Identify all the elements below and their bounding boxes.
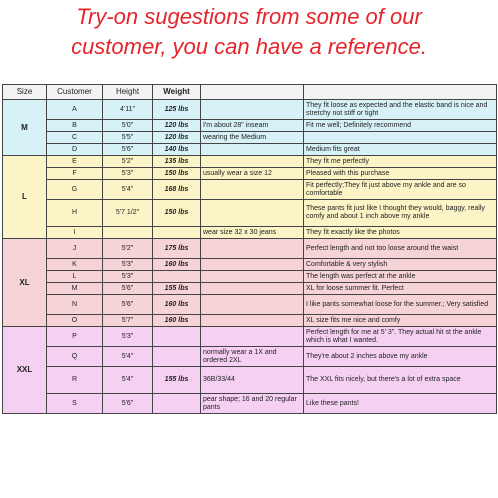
weight-cell <box>153 327 201 347</box>
comment-cell: Perfect length for me at 5' 3". They actual hit st the ankle which is what I wanted. <box>304 327 497 347</box>
customer-cell: K <box>47 259 103 271</box>
comment-cell: Fit perfectly;They fit just above my ankle and are so comfortable <box>304 180 497 200</box>
header-customer: Customer <box>47 85 103 100</box>
note-cell <box>201 295 304 315</box>
customer-cell: Q <box>47 347 103 367</box>
size-chart-table <box>2 84 497 414</box>
note-cell <box>201 283 304 295</box>
height-cell: 5'3" <box>103 271 153 283</box>
customer-cell: H <box>47 200 103 227</box>
note-cell <box>201 315 304 327</box>
height-cell: 5'0" <box>103 120 153 132</box>
customer-cell: B <box>47 120 103 132</box>
table-row <box>3 100 497 120</box>
comment-cell: The length was perfect at rhe ankle <box>304 271 497 283</box>
table-row <box>3 132 497 144</box>
comment-cell: They're about 2 inches above my ankle <box>304 347 497 367</box>
customer-cell: O <box>47 315 103 327</box>
table-row <box>3 271 497 283</box>
weight-cell: 150 lbs <box>153 200 201 227</box>
note-cell: normally wear a 1X and ordered 2XL <box>201 347 304 367</box>
table-row <box>3 283 497 295</box>
weight-cell: 140 lbs <box>153 144 201 156</box>
height-cell: 5'4" <box>103 367 153 394</box>
weight-cell: 160 lbs <box>153 315 201 327</box>
comment-cell: The XXL fits nicely, but there's a lot of extra space <box>304 367 497 394</box>
height-cell: 5'4" <box>103 180 153 200</box>
comment-cell: They fit loose as expected and the elastic band is nice and stretchy not stiff or tight <box>304 100 497 120</box>
weight-cell: 168 lbs <box>153 180 201 200</box>
header-comment <box>304 85 497 100</box>
customer-cell: R <box>47 367 103 394</box>
size-group-label: M <box>3 100 47 156</box>
height-cell: 5'6" <box>103 394 153 414</box>
weight-cell <box>153 227 201 239</box>
weight-cell <box>153 347 201 367</box>
height-cell: 5'6" <box>103 283 153 295</box>
note-cell <box>201 259 304 271</box>
note-cell <box>201 327 304 347</box>
height-cell: 5'7 1/2" <box>103 200 153 227</box>
comment-cell <box>304 132 497 144</box>
note-cell: 36B/33/44 <box>201 367 304 394</box>
height-cell: 5'3" <box>103 259 153 271</box>
comment-cell: Medium fits great <box>304 144 497 156</box>
customer-cell: C <box>47 132 103 144</box>
weight-cell: 135 lbs <box>153 156 201 168</box>
note-cell: wearing the Medium <box>201 132 304 144</box>
table-row <box>3 259 497 271</box>
customer-cell: G <box>47 180 103 200</box>
comment-cell: They fit exactly like the photos <box>304 227 497 239</box>
size-group-label: L <box>3 156 47 239</box>
note-cell <box>201 239 304 259</box>
height-cell <box>103 227 153 239</box>
note-cell <box>201 180 304 200</box>
weight-cell: 125 lbs <box>153 100 201 120</box>
note-cell <box>201 144 304 156</box>
weight-cell: 160 lbs <box>153 295 201 315</box>
height-cell: 5'6" <box>103 144 153 156</box>
weight-cell <box>153 271 201 283</box>
table-row <box>3 295 497 315</box>
note-cell <box>201 271 304 283</box>
table-row <box>3 156 497 168</box>
customer-cell: A <box>47 100 103 120</box>
comment-cell: Pleased with this purchase <box>304 168 497 180</box>
comment-cell: They fit me perfectly <box>304 156 497 168</box>
note-cell: pear shape; 16 and 20 regular pants <box>201 394 304 414</box>
comment-cell: I like pants somewhat loose for the summer.; Very satisfied <box>304 295 497 315</box>
weight-cell: 120 lbs <box>153 120 201 132</box>
customer-cell: S <box>47 394 103 414</box>
table-row <box>3 367 497 394</box>
customer-cell: D <box>47 144 103 156</box>
comment-cell: Fit me well; Definitely recommend <box>304 120 497 132</box>
table-row <box>3 227 497 239</box>
height-cell: 5'7" <box>103 315 153 327</box>
weight-cell: 160 lbs <box>153 259 201 271</box>
table-row <box>3 394 497 414</box>
customer-cell: M <box>47 283 103 295</box>
customer-cell: J <box>47 239 103 259</box>
height-cell: 5'5" <box>103 132 153 144</box>
height-cell: 5'4" <box>103 347 153 367</box>
table-header-row <box>3 85 497 100</box>
weight-cell: 175 lbs <box>153 239 201 259</box>
table-row <box>3 168 497 180</box>
height-cell: 5'3" <box>103 327 153 347</box>
size-group-label: XXL <box>3 327 47 414</box>
table-row <box>3 144 497 156</box>
table-row <box>3 347 497 367</box>
customer-cell: N <box>47 295 103 315</box>
comment-cell: XL for loose summer fit. Perfect <box>304 283 497 295</box>
weight-cell: 155 lbs <box>153 367 201 394</box>
header-height: Height <box>103 85 153 100</box>
table-row <box>3 327 497 347</box>
header-note <box>201 85 304 100</box>
comment-cell: Like these pants! <box>304 394 497 414</box>
weight-cell <box>153 394 201 414</box>
comment-cell: Perfect length and not too loose around the waist <box>304 239 497 259</box>
customer-cell: I <box>47 227 103 239</box>
note-cell <box>201 200 304 227</box>
note-cell: usually wear a size 12 <box>201 168 304 180</box>
header-weight: Weight <box>153 85 201 100</box>
headline-line-2: customer, you can have a reference. <box>71 34 427 59</box>
header-size: Size <box>3 85 47 100</box>
table-row <box>3 180 497 200</box>
table-row <box>3 200 497 227</box>
customer-cell: E <box>47 156 103 168</box>
weight-cell: 150 lbs <box>153 168 201 180</box>
customer-cell: L <box>47 271 103 283</box>
height-cell: 5'2" <box>103 156 153 168</box>
customer-cell: P <box>47 327 103 347</box>
note-cell: wear size 32 x 30 jeans <box>201 227 304 239</box>
height-cell: 5'2" <box>103 239 153 259</box>
comment-cell: Comfortable & very stylish <box>304 259 497 271</box>
comment-cell: XL size fits me nice and comfy <box>304 315 497 327</box>
headline-line-1: Try-on sugestions from some of our <box>76 4 422 29</box>
note-cell <box>201 100 304 120</box>
weight-cell: 155 lbs <box>153 283 201 295</box>
size-group-label: XL <box>3 239 47 327</box>
table-row <box>3 239 497 259</box>
note-cell: I'm about 28" inseam <box>201 120 304 132</box>
weight-cell: 120 lbs <box>153 132 201 144</box>
height-cell: 5'3" <box>103 168 153 180</box>
table-row <box>3 315 497 327</box>
height-cell: 4'11" <box>103 100 153 120</box>
height-cell: 5'6" <box>103 295 153 315</box>
table-row <box>3 120 497 132</box>
comment-cell: These pants fit just like I thought they would, baggy, really comfy and about 1 inch above my ankle <box>304 200 497 227</box>
table-body <box>3 100 497 414</box>
note-cell <box>201 156 304 168</box>
customer-cell: F <box>47 168 103 180</box>
